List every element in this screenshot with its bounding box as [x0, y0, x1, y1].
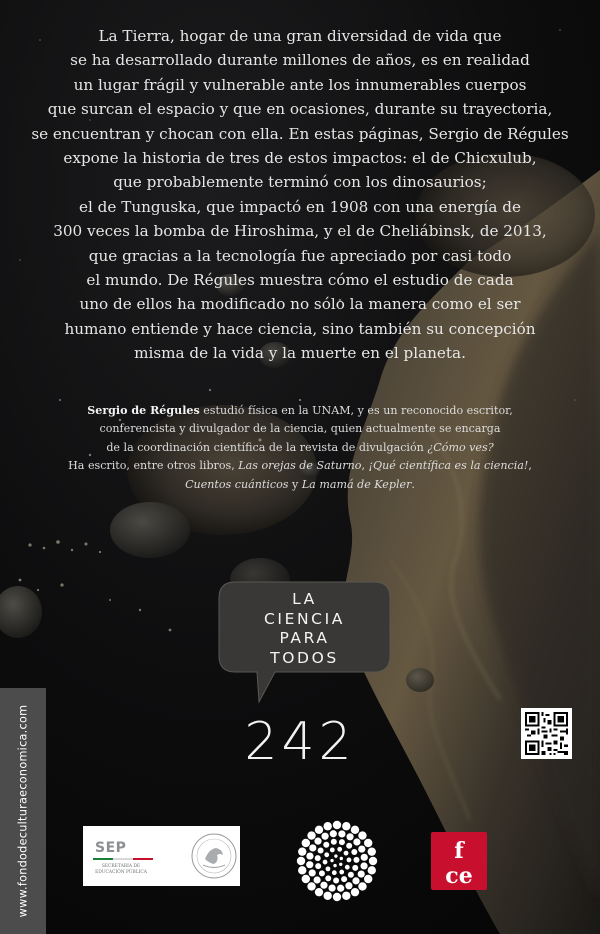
sep-subtitle-line: EDUCACIÓN PÚBLICA [95, 870, 147, 875]
flower-dot [321, 833, 328, 840]
flower-dot [352, 877, 359, 884]
flower-dot [338, 830, 345, 837]
flower-dot [315, 863, 321, 869]
flower-dot [341, 876, 347, 882]
flower-dot [315, 888, 323, 896]
bio-text: Ha escrito, entre otros libros, [68, 459, 239, 473]
synopsis-line: que surcan el espacio y que en ocasiones, durante su trayectoria, [47, 100, 553, 119]
dot-flower-logo [296, 820, 378, 902]
flower-dot [353, 838, 360, 845]
sep-logo-subtitle [89, 864, 153, 876]
flower-dot [348, 872, 354, 878]
flower-dot [353, 857, 359, 863]
flower-dot [358, 831, 366, 839]
flower-dot [326, 866, 331, 871]
series-name [217, 590, 392, 668]
synopsis-line: se ha desarrollado durante millones de años, es en realidad [70, 51, 530, 70]
synopsis-line: el de Tunguska, que impactó en 1908 con una energía de [78, 197, 522, 216]
flower-dot [306, 861, 313, 868]
flower-dot [323, 892, 331, 900]
flower-dot [309, 869, 316, 876]
flower-dot [331, 839, 337, 845]
book-title: Las orejas de Saturno [238, 459, 362, 473]
flower-dot [342, 822, 350, 830]
flower-dot [314, 838, 321, 845]
book-title: Cuentos cuánticos [185, 477, 289, 491]
flower-dot [330, 859, 333, 862]
flower-dot [332, 870, 337, 875]
fce-logo-bottom: ce [445, 863, 473, 889]
flower-dot [342, 892, 350, 900]
synopsis-line: La Tierra, hogar de una gran diversidad de vida que [98, 27, 502, 45]
flower-dot [337, 847, 342, 852]
flower-dot [328, 884, 335, 891]
flower-dot [358, 845, 365, 852]
sep-flag-bar [93, 858, 153, 862]
flower-dot [298, 866, 306, 874]
series-number: 242 [244, 712, 356, 772]
synopsis-line: uno de ellos ha modificado no sólo la manera como el ser [79, 295, 521, 314]
flower-dot [318, 847, 324, 853]
sep-logo-word: SEP [95, 840, 127, 856]
bio-text: , [528, 459, 532, 473]
bio-text: y [288, 477, 302, 491]
flower-dot [339, 870, 344, 875]
synopsis-line: un lugar frágil y vulnerable ante los innumerables cuerpos [73, 75, 527, 94]
flower-dot [298, 847, 306, 855]
flower-dot [346, 843, 352, 849]
flower-dot [325, 875, 331, 881]
flower-dot [333, 821, 341, 829]
flower-dot [339, 863, 342, 866]
flower-dot [358, 870, 365, 877]
flower-dot [339, 839, 345, 845]
flower-dot [307, 831, 315, 839]
series-line: CIENCIA [264, 609, 345, 628]
flower-dot [315, 826, 323, 834]
series-line: LA [292, 590, 317, 608]
synopsis-line: se encuentran y chocan con ella. En estas páginas, Sergio de Régules [31, 124, 569, 143]
bio-text: . [411, 477, 415, 491]
flower-dot [351, 849, 357, 855]
book-title: ¡Qué científica es la ciencia! [368, 459, 529, 473]
flower-dot [352, 865, 358, 871]
flower-dot [315, 855, 321, 861]
flower-dot [333, 864, 336, 867]
series-line: TODOS [270, 648, 339, 667]
sep-subtitle-line: SECRETARÍA DE [101, 864, 141, 869]
flower-dot [337, 885, 344, 892]
flower-dot [330, 848, 335, 853]
synopsis-text [20, 24, 580, 366]
flower-dot [340, 857, 343, 860]
flower-dot [302, 839, 310, 847]
flower-dot [360, 862, 367, 869]
flower-dot [364, 875, 372, 883]
sep-logo [83, 826, 240, 886]
synopsis-line: expone la historia de tres de estos impactos: el de Chicxulub, [63, 149, 537, 168]
synopsis-line: humano entiende y hace ciencia, sino también su concepción [64, 319, 536, 338]
flower-dot [333, 877, 339, 883]
flower-dot [324, 852, 329, 857]
author-name: Sergio de Régules [87, 404, 200, 417]
series-line: PARA [279, 629, 330, 647]
author-bio [40, 402, 560, 494]
book-title: La mamá de Kepler [301, 477, 412, 491]
flower-dot [333, 893, 341, 901]
flower-dot [314, 876, 321, 883]
flower-dot [358, 882, 366, 890]
flower-dot [369, 857, 377, 865]
flower-dot [297, 857, 305, 865]
flower-dot [306, 852, 313, 859]
flower-dot [344, 851, 349, 856]
synopsis-line: 300 veces la bomba de Hiroshima, y el de Cheliábinsk, de 2013, [53, 222, 547, 241]
flower-dot [361, 854, 368, 861]
flower-dot [307, 882, 315, 890]
synopsis-line: que probablemente terminó con los dinosaurios; [113, 173, 487, 192]
flower-dot [345, 882, 352, 889]
flower-dot [368, 847, 376, 855]
mexican-eagle-seal [189, 831, 239, 881]
flower-dot [323, 822, 331, 830]
publisher-url[interactable]: www.fondodeculturaeconomica.com [16, 704, 30, 918]
flower-dot [302, 875, 310, 883]
synopsis-line: el mundo. De Régules muestra cómo el estudio de cada [86, 271, 514, 290]
flower-dot [351, 826, 359, 834]
flower-dot [323, 860, 328, 865]
flower-dot [347, 858, 352, 863]
synopsis-line: que gracias a la tecnología fue apreciado por casi todo [88, 246, 512, 265]
flower-dot [364, 839, 372, 847]
magazine-title: ¿Cómo ves? [427, 440, 494, 454]
flower-dot [330, 830, 337, 837]
flower-dot [319, 870, 325, 876]
flower-dot [351, 888, 359, 896]
bio-text: , [361, 459, 369, 473]
bio-text: de la coordinación científica de la revista de divulgación [106, 440, 428, 454]
qr-code-icon[interactable] [521, 708, 572, 759]
flower-dot [334, 854, 337, 857]
flower-dot [345, 865, 350, 870]
flower-dot [368, 866, 376, 874]
flower-dot [346, 833, 353, 840]
flower-dot [323, 842, 329, 848]
bio-text: estudió física en la UNAM, y es un reconocido escritor, [199, 404, 513, 417]
flower-dot [320, 882, 327, 889]
fce-logo-top: f [454, 838, 464, 864]
synopsis-line: misma de la vida y la muerte en el planeta. [134, 344, 466, 363]
bio-text: conferencista y divulgador de la ciencia, quien actualmente se encarga [99, 422, 501, 436]
fce-logo [431, 832, 487, 890]
flower-dot [309, 844, 316, 851]
